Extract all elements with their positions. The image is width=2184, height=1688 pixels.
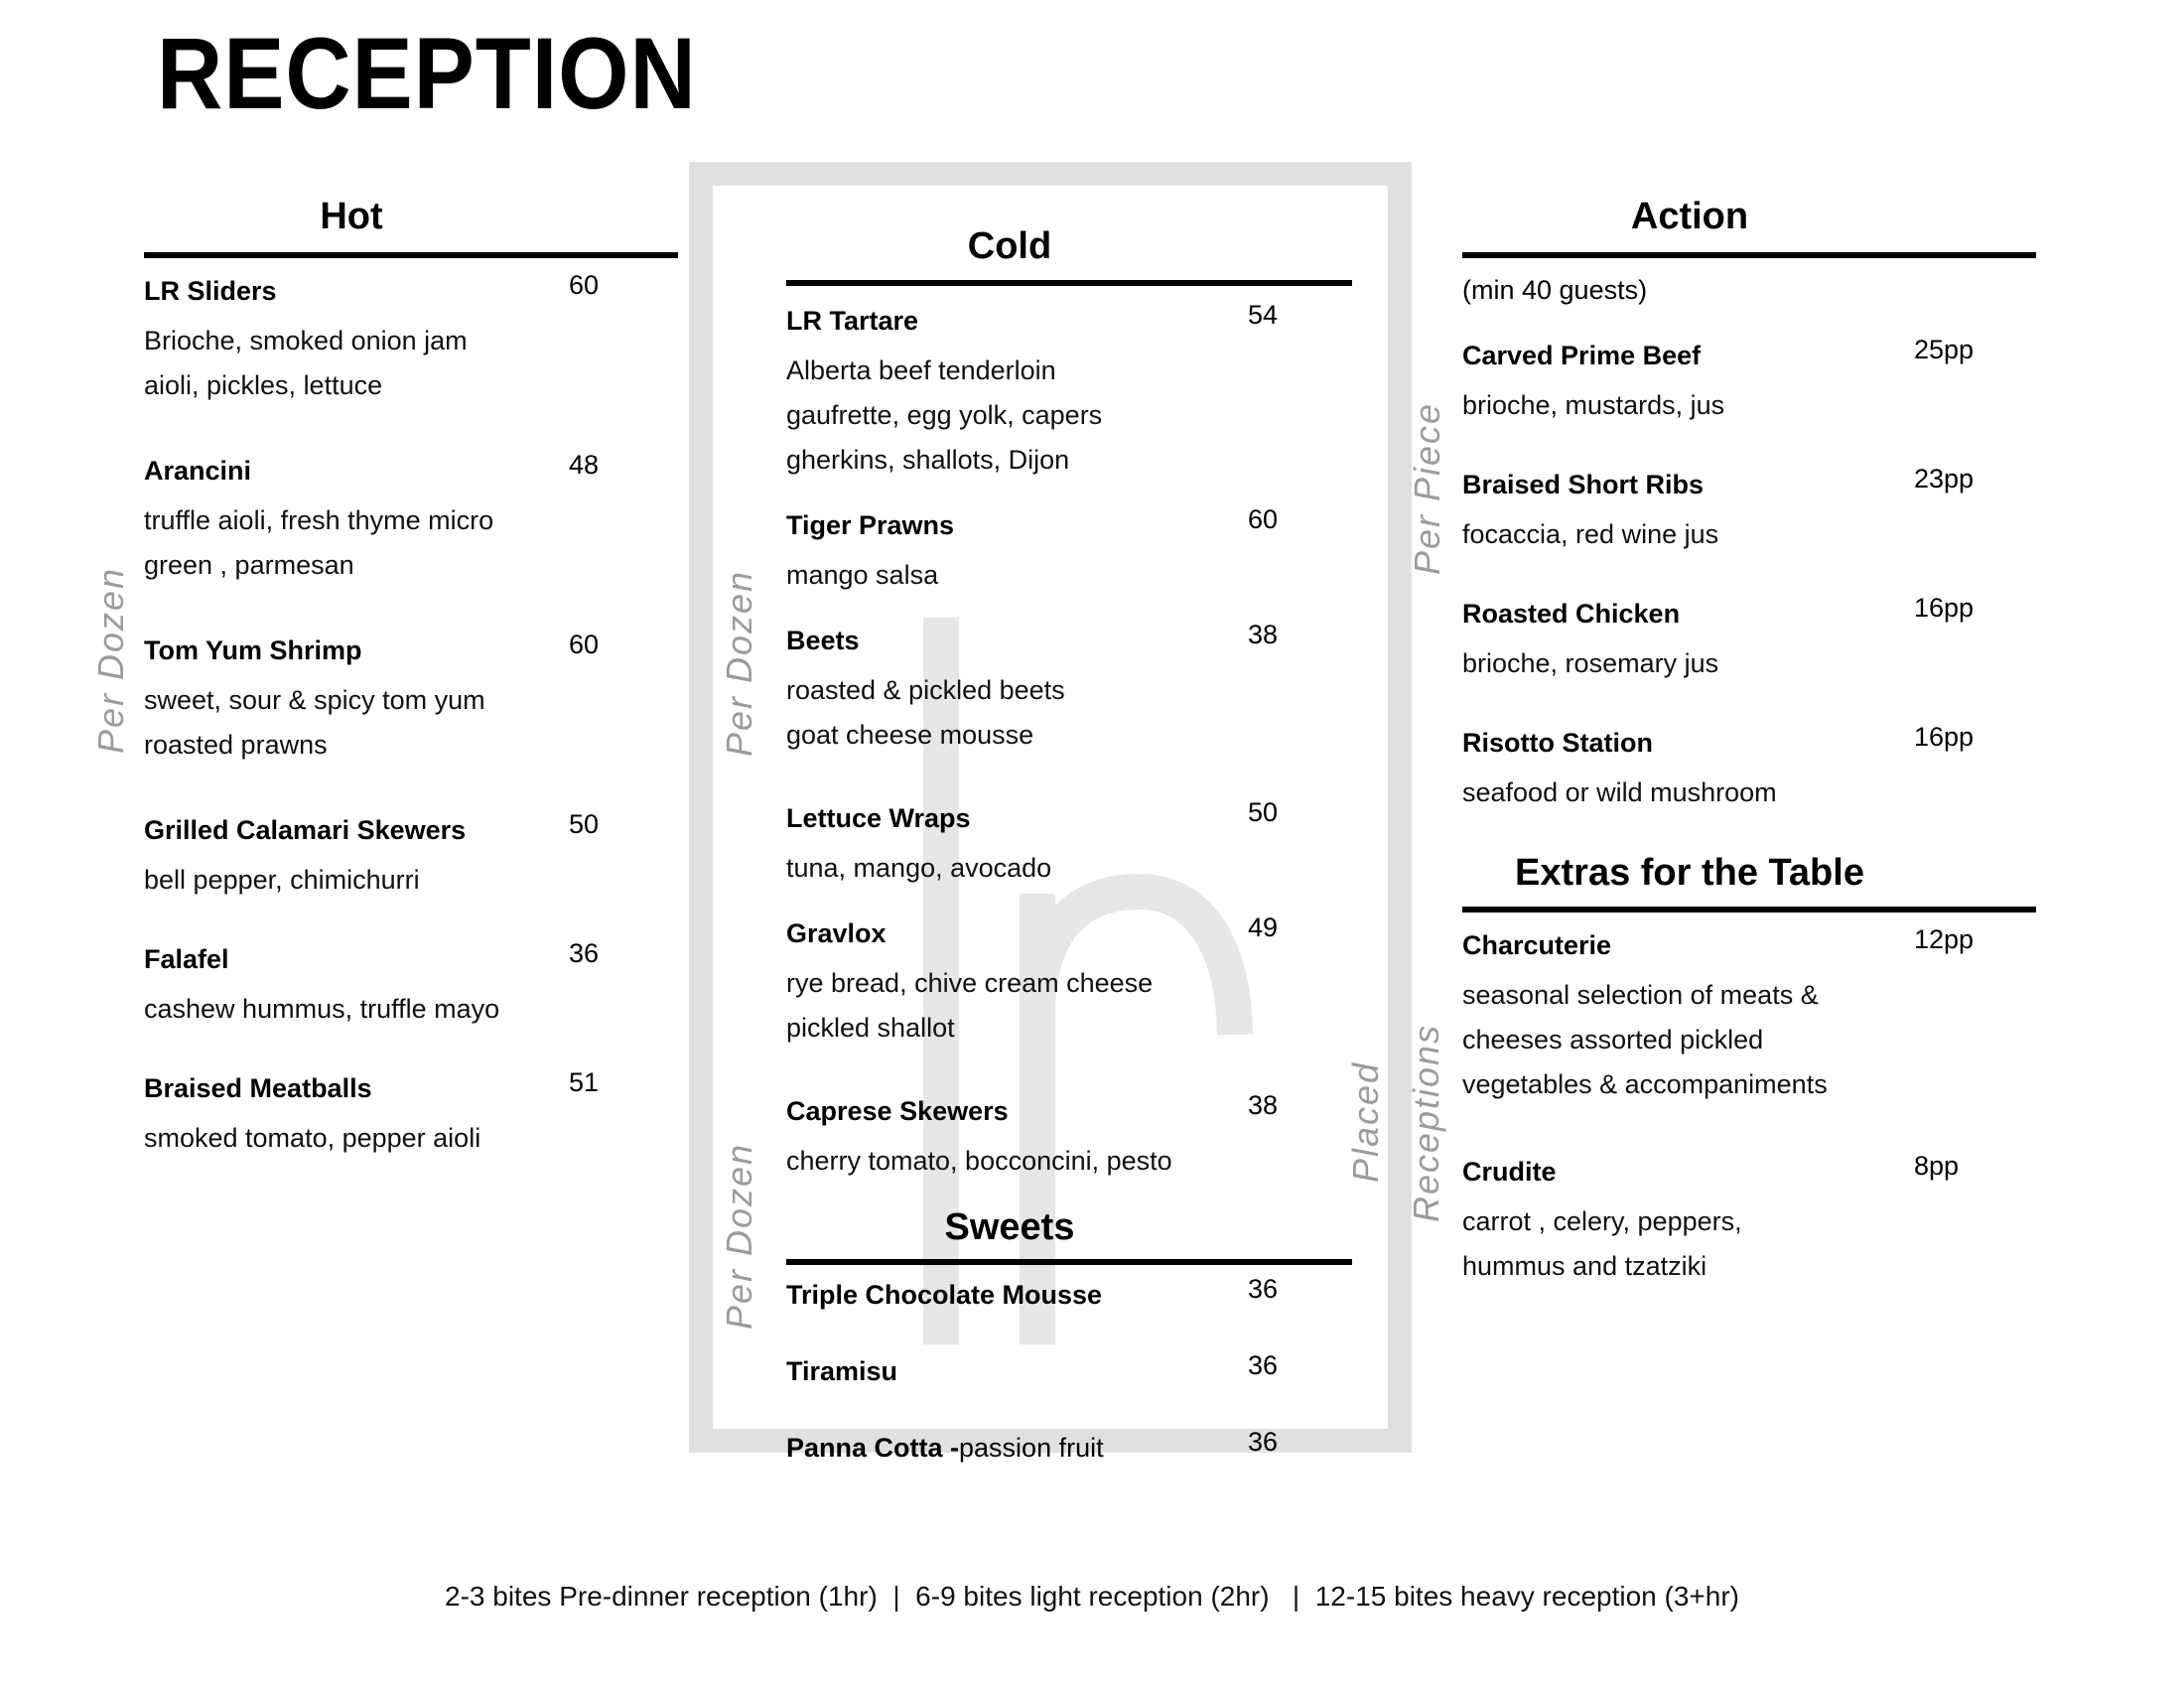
- menu-item: [144, 630, 678, 768]
- menu-item-head: [1462, 924, 2036, 967]
- item-name-suffix: passion fruit: [959, 1433, 1104, 1463]
- item-name: Tom Yum Shrimp: [144, 635, 362, 665]
- menu-item-head: [144, 1067, 678, 1110]
- sweets-item: [786, 1350, 1352, 1394]
- item-desc-line: bell pepper, chimichurri: [144, 865, 420, 895]
- item-desc-line: roasted prawns: [144, 730, 328, 760]
- item-price: 36: [1248, 1350, 1279, 1380]
- item-name: Beets: [786, 626, 860, 655]
- item-desc-line: tuna, mango, avocado: [786, 853, 1052, 883]
- item-desc-line: cashew hummus, truffle mayo: [144, 994, 500, 1024]
- menu-item-head: [144, 270, 678, 313]
- item-name: Roasted Chicken: [1462, 599, 1681, 629]
- item-desc-line: roasted & pickled beets: [786, 675, 1065, 705]
- item-price: 25pp: [1914, 335, 1975, 364]
- item-name: LR Tartare: [786, 306, 919, 336]
- item-price: 16pp: [1914, 722, 1975, 752]
- menu-item-head: [144, 450, 678, 492]
- item-price: 36: [1248, 1274, 1279, 1304]
- action-section: [1462, 195, 2036, 1289]
- hot-section-title: Hot: [144, 195, 678, 258]
- menu-item-head: [786, 620, 1352, 662]
- item-desc-line: aioli, pickles, lettuce: [144, 370, 383, 400]
- menu-item: [1462, 335, 2036, 428]
- item-name: Tiger Prawns: [786, 510, 955, 540]
- item-price: 8pp: [1914, 1151, 1960, 1181]
- menu-item-head: [786, 913, 1352, 955]
- item-desc-line: goat cheese mousse: [786, 720, 1034, 750]
- item-name: Grilled Calamari Skewers: [144, 815, 467, 845]
- per-dozen-label-hot: Per Dozen: [90, 566, 131, 755]
- menu-item: [786, 300, 1352, 483]
- item-price: 60: [1248, 504, 1279, 534]
- menu-item-head: [786, 300, 1352, 343]
- item-price: 50: [1248, 797, 1279, 827]
- menu-item: [144, 270, 678, 408]
- placed-label: Placed: [1345, 1060, 1386, 1184]
- menu-item-head: [1462, 593, 2036, 635]
- sweets-item: [786, 1427, 1352, 1471]
- item-desc-line: smoked tomato, pepper aioli: [144, 1123, 481, 1153]
- item-desc-line: carrot , celery, peppers,: [1462, 1206, 1742, 1236]
- item-price: 50: [569, 809, 600, 839]
- cold-section: [786, 224, 1352, 1471]
- item-desc-line: seafood or wild mushroom: [1462, 777, 1777, 807]
- item-desc-line: mango salsa: [786, 560, 939, 590]
- item-name: Falafel: [144, 944, 229, 974]
- item-price: 16pp: [1914, 593, 1975, 623]
- menu-item-head: [144, 630, 678, 672]
- item-desc-line: seasonal selection of meats &: [1462, 980, 1819, 1010]
- item-desc-line: pickled shallot: [786, 1013, 955, 1043]
- item-name: Charcuterie: [1462, 930, 1612, 960]
- menu-item: [1462, 1151, 2036, 1289]
- item-name: Braised Short Ribs: [1462, 470, 1705, 499]
- item-price: 38: [1248, 620, 1279, 649]
- item-desc-line: rye bread, chive cream cheese: [786, 968, 1154, 998]
- per-piece-label: Per Piece: [1407, 401, 1447, 576]
- sweets-item: [786, 1274, 1352, 1318]
- item-desc-line: Brioche, smoked onion jam: [144, 326, 468, 355]
- item-desc-line: cheeses assorted pickled: [1462, 1025, 1764, 1055]
- item-name: Gravlox: [786, 918, 887, 948]
- item-desc-line: hummus and tzatziki: [1462, 1251, 1707, 1281]
- menu-item: [1462, 924, 2036, 1107]
- menu-item: [786, 620, 1352, 758]
- menu-item-head: [1462, 464, 2036, 506]
- item-name: Caprese Skewers: [786, 1096, 1009, 1126]
- menu-item-head: [786, 504, 1352, 547]
- item-price: 36: [569, 938, 600, 968]
- menu-item: [1462, 593, 2036, 686]
- menu-item-head: [144, 809, 678, 852]
- item-name: Braised Meatballs: [144, 1073, 372, 1103]
- item-desc-line: Alberta beef tenderloin: [786, 355, 1056, 385]
- page-title: RECEPTION: [157, 17, 697, 130]
- per-dozen-label-cold-upper: Per Dozen: [719, 569, 759, 758]
- menu-item: [144, 1067, 678, 1161]
- item-desc-line: truffle aioli, fresh thyme micro: [144, 505, 494, 535]
- item-desc-line: vegetables & accompaniments: [1462, 1069, 1828, 1099]
- item-price: 60: [569, 630, 600, 659]
- item-name: Carved Prime Beef: [1462, 341, 1702, 370]
- item-name: Tiramisu: [786, 1356, 898, 1386]
- item-desc-line: gherkins, shallots, Dijon: [786, 445, 1070, 475]
- menu-item: [786, 797, 1352, 891]
- item-price: 36: [1248, 1427, 1279, 1457]
- cold-section-title: Cold: [786, 224, 1352, 286]
- item-price: 54: [1248, 300, 1279, 330]
- reception-sizing-footer: 2-3 bites Pre-dinner reception (1hr) | 6-9 bites light reception (2hr) | 12-15 bites heavy reception (3+hr): [445, 1581, 1739, 1612]
- item-name: LR Sliders: [144, 276, 277, 306]
- item-price: 23pp: [1914, 464, 1975, 493]
- menu-item: [144, 450, 678, 588]
- item-price: 60: [569, 270, 600, 300]
- item-price: 49: [1248, 913, 1279, 942]
- menu-item: [1462, 464, 2036, 557]
- item-name: Panna Cotta -: [786, 1433, 960, 1463]
- item-name: Arancini: [144, 456, 252, 486]
- item-name: Lettuce Wraps: [786, 803, 971, 833]
- menu-item: [1462, 722, 2036, 815]
- item-desc-line: focaccia, red wine jus: [1462, 519, 1719, 549]
- menu-item: [786, 504, 1352, 598]
- menu-item: [786, 913, 1352, 1051]
- item-desc-line: gaufrette, egg yolk, capers: [786, 400, 1103, 430]
- sweets-section-title: Sweets: [786, 1205, 1352, 1265]
- menu-item-head: [1462, 722, 2036, 765]
- item-name: Risotto Station: [1462, 728, 1653, 758]
- menu-item: [144, 809, 678, 903]
- item-price: 12pp: [1914, 924, 1975, 954]
- menu-item-head: [1462, 335, 2036, 377]
- item-name: Crudite: [1462, 1157, 1557, 1187]
- menu-item-head: [1462, 1151, 2036, 1194]
- menu-item: [144, 938, 678, 1032]
- hot-section: [144, 195, 678, 1161]
- extras-section-title: Extras for the Table: [1462, 851, 2036, 913]
- menu-item-head: [786, 1090, 1352, 1133]
- item-desc-line: brioche, rosemary jus: [1462, 648, 1719, 678]
- item-name: Triple Chocolate Mousse: [786, 1280, 1103, 1310]
- item-desc-line: cherry tomato, bocconcini, pesto: [786, 1146, 1172, 1176]
- item-price: 38: [1248, 1090, 1279, 1120]
- action-section-title: Action: [1462, 195, 2036, 258]
- item-price: 48: [569, 450, 600, 480]
- item-price: 51: [569, 1067, 600, 1097]
- item-desc-line: sweet, sour & spicy tom yum: [144, 685, 485, 715]
- item-desc-line: green , parmesan: [144, 550, 354, 580]
- per-dozen-label-cold-lower: Per Dozen: [719, 1142, 759, 1331]
- menu-item: [786, 1090, 1352, 1184]
- receptions-label: Receptions: [1406, 1023, 1446, 1223]
- item-desc-line: brioche, mustards, jus: [1462, 390, 1725, 420]
- menu-item-head: [786, 797, 1352, 840]
- action-min-guests-note: (min 40 guests): [1462, 275, 1648, 305]
- menu-item-head: [144, 938, 678, 981]
